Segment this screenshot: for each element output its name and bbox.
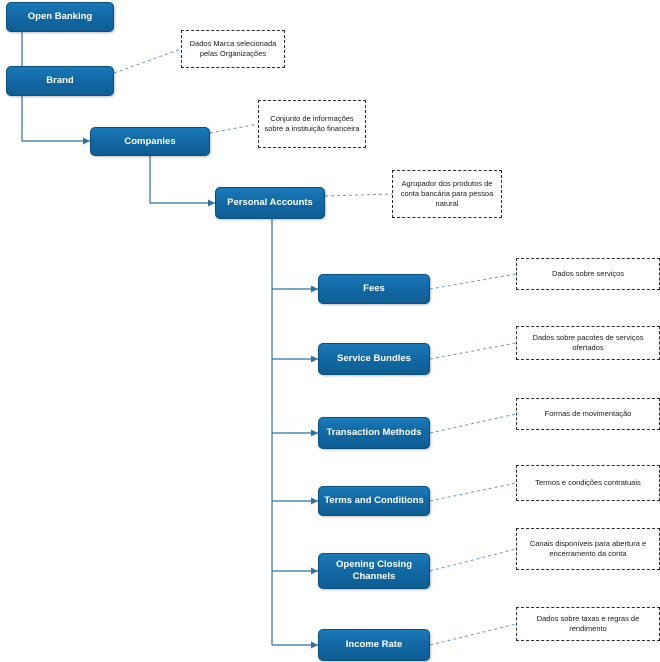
note-text: Dados sobre serviços xyxy=(551,268,625,278)
node-label: Open Banking xyxy=(27,11,93,23)
noteline-fees xyxy=(430,274,516,289)
noteline-transactionmethods xyxy=(430,414,516,433)
node-opening-closing-channels[interactable] xyxy=(318,553,430,589)
noteline-termsandconditions xyxy=(430,483,516,501)
node-personal-accounts[interactable] xyxy=(215,187,325,219)
node-companies[interactable] xyxy=(90,127,210,156)
note-text: Termos e condições contratuais xyxy=(535,477,641,487)
node-open-banking[interactable] xyxy=(6,2,114,32)
node-label: Companies xyxy=(124,135,176,147)
node-label: Personal Accounts xyxy=(227,197,313,209)
note-terms-and-conditions xyxy=(516,465,660,501)
connector-companies-personalaccounts xyxy=(150,156,215,203)
node-label: Brand xyxy=(46,75,74,87)
note-fees xyxy=(516,258,660,290)
node-brand[interactable] xyxy=(6,66,114,96)
note-text: Dados sobre pacotes de serviços ofertados xyxy=(532,332,644,352)
node-label: Opening Closing Channels xyxy=(336,559,412,582)
node-label: Fees xyxy=(363,283,385,295)
node-label: Service Bundles xyxy=(337,353,411,365)
noteline-servicebundles xyxy=(430,343,516,359)
node-transaction-methods[interactable] xyxy=(318,417,430,449)
note-text: Conjunto de informações sobre a instituição financeira xyxy=(264,113,360,133)
noteline-personalaccounts xyxy=(325,194,392,196)
node-service-bundles[interactable] xyxy=(318,343,430,375)
note-service-bundles xyxy=(516,326,660,360)
node-label: Transaction Methods xyxy=(326,427,422,439)
noteline-brand xyxy=(114,49,181,73)
node-terms-and-conditions[interactable] xyxy=(318,486,430,516)
note-income-rate xyxy=(516,607,660,641)
note-text: Formas de movimentação xyxy=(544,408,632,418)
note-brand xyxy=(181,30,285,68)
note-personal-accounts xyxy=(392,170,502,218)
note-text: Dados Marca selecionada pelas Organizações xyxy=(189,38,277,58)
noteline-incomerate xyxy=(430,624,516,645)
note-transaction-methods xyxy=(516,398,660,430)
note-companies xyxy=(258,100,366,148)
node-label: Income Rate xyxy=(345,639,403,651)
node-fees[interactable] xyxy=(318,274,430,304)
note-text: Dados sobre taxas e regras de rendimento xyxy=(536,613,640,633)
note-opening-closing-channels xyxy=(516,528,660,570)
note-text: Agrupador dos produtos de conta bancária para pessoa natural xyxy=(400,178,494,209)
noteline-openingclosingchannels xyxy=(430,549,516,571)
connector-brand-companies xyxy=(22,96,90,141)
node-income-rate[interactable] xyxy=(318,629,430,661)
note-text: Canais disponíveis para abertura e encerramento da conta xyxy=(529,538,647,558)
node-label: Terms and Conditions xyxy=(324,495,424,507)
noteline-companies xyxy=(210,124,258,133)
